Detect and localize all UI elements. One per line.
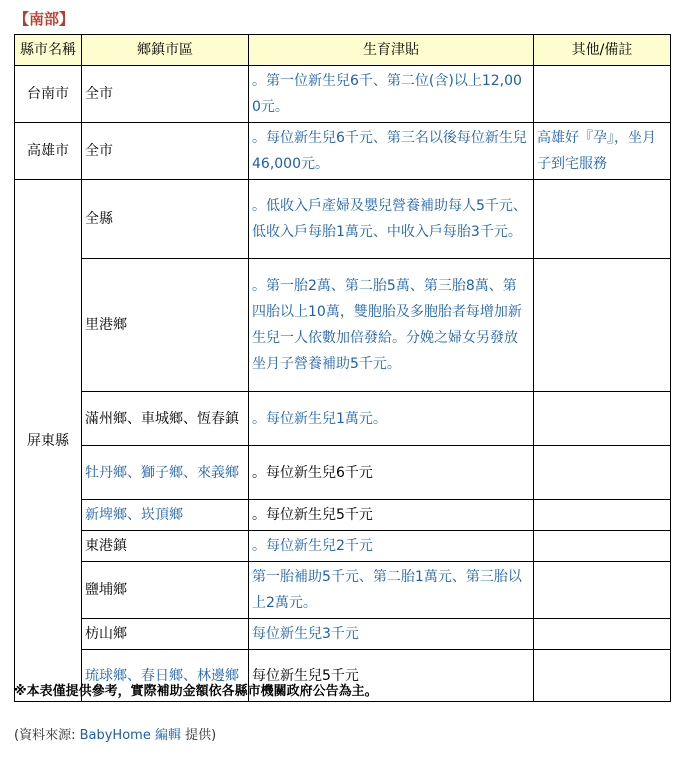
note-cell <box>534 531 671 562</box>
table-row <box>15 500 671 531</box>
column-header-subsidy: 生育津貼 <box>249 35 534 66</box>
subsidy-cell: 。低收入戶產婦及嬰兒營養補助每人5千元、低收入戶每胎1萬元、中收入戶每胎3千元。 <box>249 180 534 259</box>
column-header-district: 鄉鎮市區 <box>82 35 249 66</box>
source-suffix: 提供) <box>180 728 217 743</box>
subsidy-cell: 每位新生兒5千元 <box>249 650 534 702</box>
district-cell: 全市 <box>82 66 249 123</box>
note-cell <box>534 259 671 392</box>
column-header-note: 其他/備註 <box>534 35 671 66</box>
district-cell: 全市 <box>82 123 249 180</box>
district-cell: 滿州鄉、車城鄉、恆春鎮 <box>82 392 249 446</box>
subsidy-cell: 每位新生兒3千元 <box>249 619 534 650</box>
note-cell <box>534 446 671 500</box>
footnote: ※本表僅提供參考，實際補助金額依各縣市機關政府公告為主。 <box>14 684 378 699</box>
table-row <box>15 392 671 446</box>
subsidy-cell: 。每位新生兒6千元 <box>249 446 534 500</box>
table-row <box>15 446 671 500</box>
district-cell: 東港鎮 <box>82 531 249 562</box>
note-cell: 高雄好『孕』，坐月子到宅服務 <box>534 123 671 180</box>
source-prefix: (資料來源: <box>14 728 80 743</box>
subsidy-table <box>14 34 671 702</box>
table-header-row <box>15 35 671 66</box>
subsidy-cell: 。每位新生兒1萬元。 <box>249 392 534 446</box>
district-cell: 鹽埔鄉 <box>82 562 249 619</box>
note-cell <box>534 392 671 446</box>
subsidy-cell: 。第一位新生兒6千、第二位(含)以上12,000元。 <box>249 66 534 123</box>
table-row <box>15 123 671 180</box>
note-cell <box>534 650 671 702</box>
city-cell: 高雄市 <box>15 123 82 180</box>
table-row <box>15 619 671 650</box>
note-cell <box>534 500 671 531</box>
note-cell <box>534 619 671 650</box>
source-link[interactable]: BabyHome 編輯 <box>79 728 181 743</box>
table-row <box>15 562 671 619</box>
district-cell: 里港鄉 <box>82 259 249 392</box>
subsidy-cell: 。每位新生兒6千元、第三名以後每位新生兒46,000元。 <box>249 123 534 180</box>
city-cell: 台南市 <box>15 66 82 123</box>
note-cell <box>534 66 671 123</box>
district-cell: 枋山鄉 <box>82 619 249 650</box>
note-cell <box>534 562 671 619</box>
city-cell: 屏東縣 <box>15 180 82 702</box>
subsidy-cell: 。第一胎2萬、第二胎5萬、第三胎8萬、第四胎以上10萬，雙胞胎及多胞胎者每增加新生兒一人依數加倍發給。分娩之婦女另發放坐月子營養補助5千元。 <box>249 259 534 392</box>
subsidy-cell: 。每位新生兒2千元 <box>249 531 534 562</box>
column-header-city: 縣市名稱 <box>15 35 82 66</box>
subsidy-cell: 。每位新生兒5千元 <box>249 500 534 531</box>
district-cell: 琉球鄉、春日鄉、林邊鄉 <box>82 650 249 702</box>
source-credit <box>14 724 216 743</box>
district-cell: 全縣 <box>82 180 249 259</box>
table-row <box>15 259 671 392</box>
district-cell: 牡丹鄉、獅子鄉、來義鄉 <box>82 446 249 500</box>
note-cell <box>534 180 671 259</box>
subsidy-cell: 第一胎補助5千元、第二胎1萬元、第三胎以上2萬元。 <box>249 562 534 619</box>
district-cell: 新埤鄉、崁頂鄉 <box>82 500 249 531</box>
table-row <box>15 180 671 259</box>
section-title: 【南部】 <box>14 10 75 28</box>
table-row <box>15 66 671 123</box>
table-row <box>15 531 671 562</box>
